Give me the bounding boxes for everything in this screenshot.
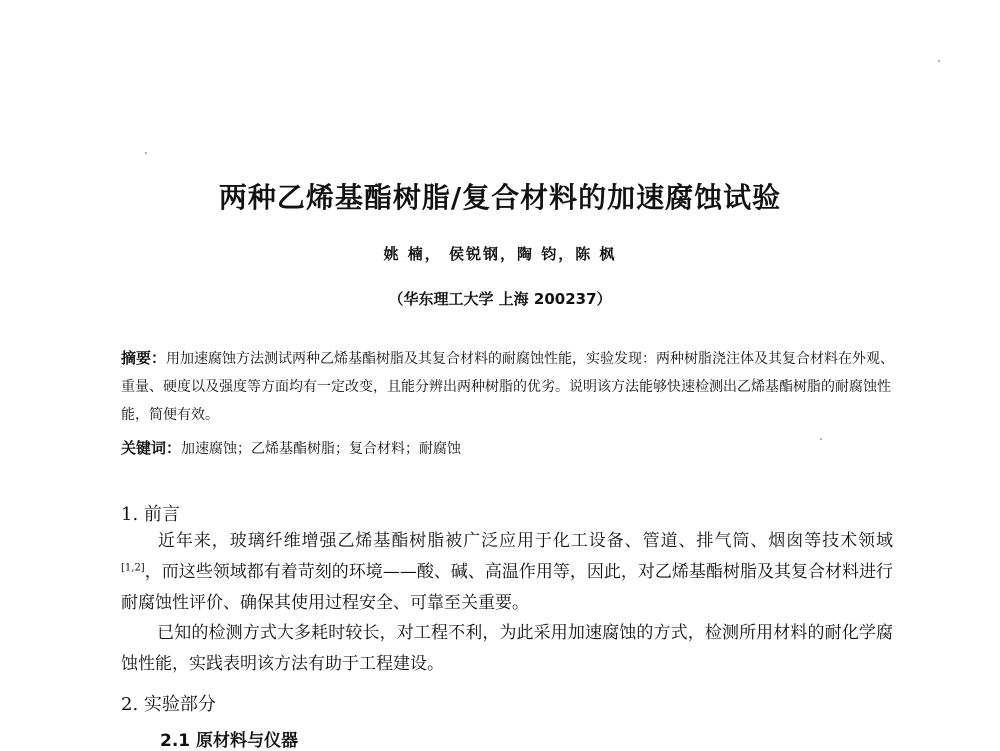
section-heading-introduction: 1. 前言 xyxy=(121,504,180,525)
paragraph-text: 已知的检测方式大多耗时较长，对工程不利，为此采用加速腐蚀的方式，检测所用材料的耐化学腐蚀性能，实践表明该方法有助于工程建设。 xyxy=(121,623,893,674)
section-heading-experimental: 2. 实验部分 xyxy=(121,694,216,715)
abstract-label: 摘要： xyxy=(121,349,167,367)
paper-authors: 姚 楠， 侯锐钢，陶 钧，陈 枫 xyxy=(383,245,617,263)
citation-ref: [1,2] xyxy=(121,562,145,574)
paragraph-text: 近年来，玻璃纤维增强乙烯基酯树脂被广泛应用于化工设备、管道、排气筒、烟囱等技术领域 xyxy=(157,531,893,551)
abstract xyxy=(121,344,896,429)
paragraph-text: ，而这些领域都有着苛刻的环境——酸、碱、高温作用等，因此，对乙烯基酯树脂及其复合材料进行耐腐蚀性评价、确保其使用过程安全、可靠至关重要。 xyxy=(121,562,893,613)
introduction-paragraph-2 xyxy=(121,618,893,680)
abstract-text: 用加速腐蚀方法测试两种乙烯基酯树脂及其复合材料的耐腐蚀性能，实验发现：两种树脂浇注体及其复合材料在外观、重量、硬度以及强度等方面均有一定改变，且能分辨出两种树脂的优劣。说明该方法能够快速检测出乙烯基酯树脂的耐腐蚀性能，简便有效。 xyxy=(121,351,895,423)
keywords xyxy=(121,436,896,461)
scan-speck xyxy=(145,152,147,154)
scan-speck xyxy=(938,60,940,62)
paper-title: 两种乙烯基酯树脂/复合材料的加速腐蚀试验 xyxy=(218,181,782,214)
paper-affiliation: （华东理工大学 上海 200237） xyxy=(388,290,612,308)
keywords-label: 关键词： xyxy=(121,439,182,457)
keywords-text: 加速腐蚀；乙烯基酯树脂；复合材料；耐腐蚀 xyxy=(181,441,462,457)
introduction-paragraph-1 xyxy=(121,526,893,619)
subsection-heading-materials: 2.1 原材料与仪器 xyxy=(160,731,299,751)
